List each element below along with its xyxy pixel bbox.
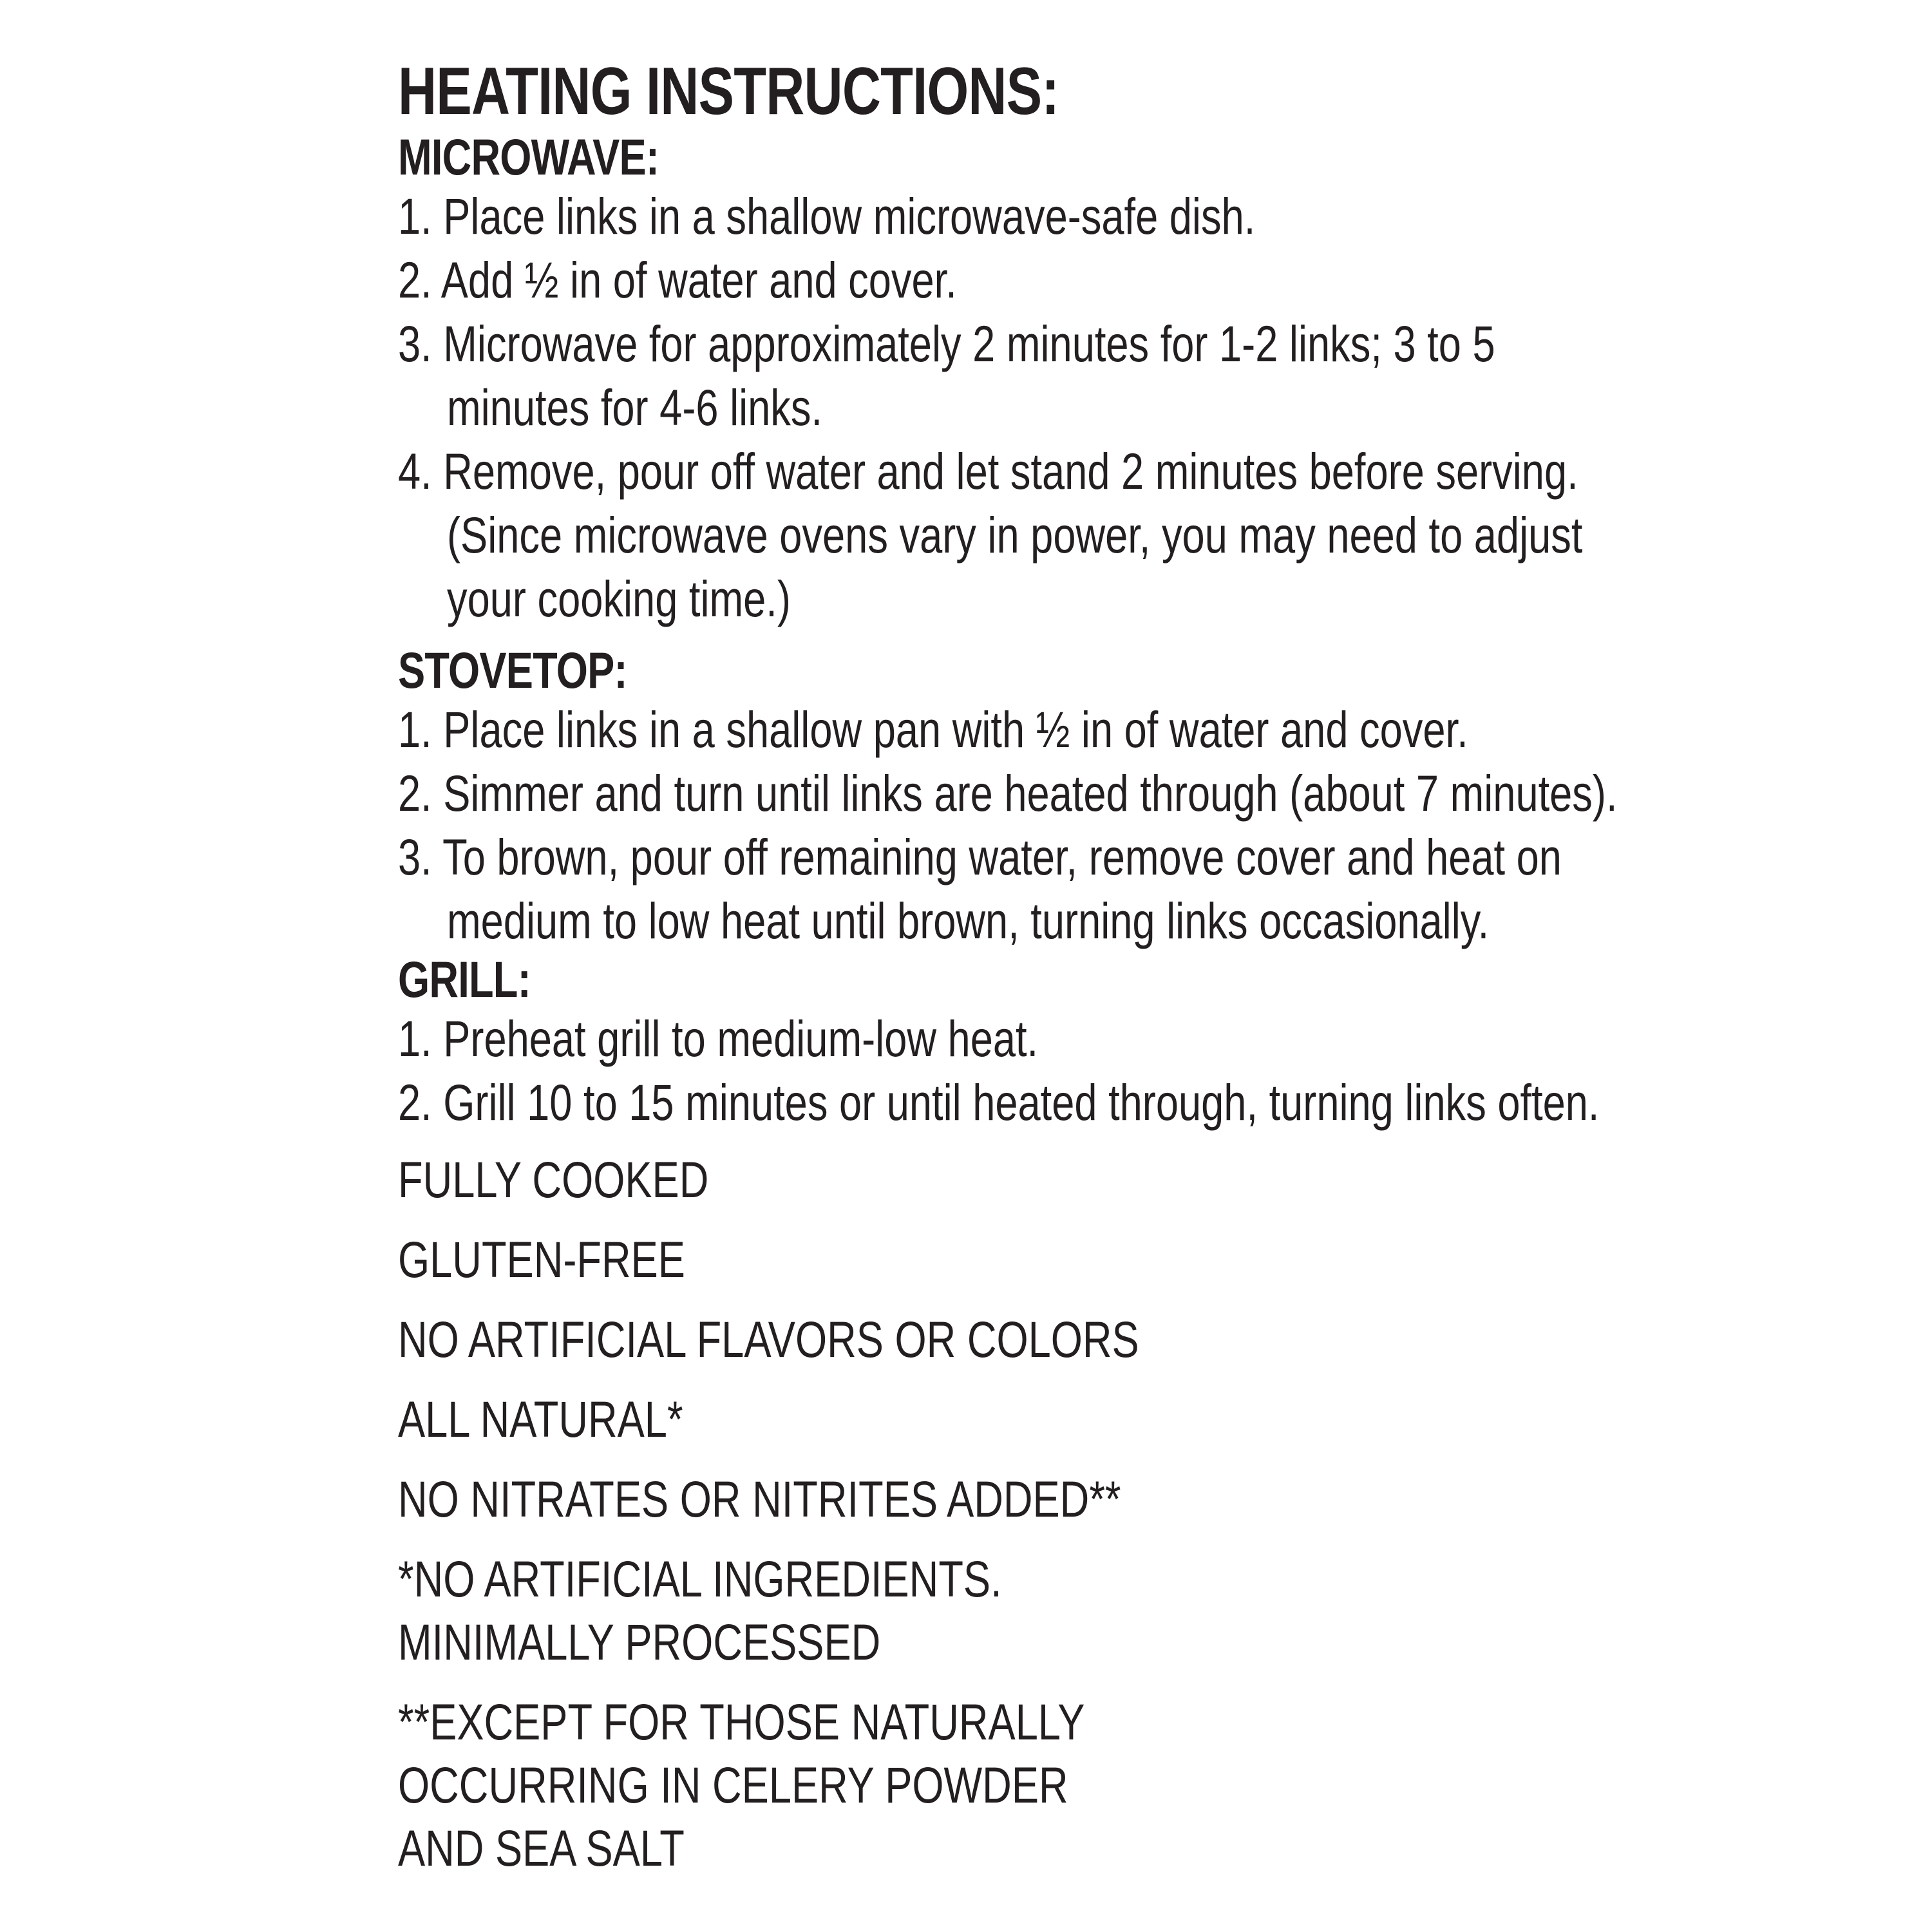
stovetop-heading: STOVETOP: [398,641,627,699]
claim-all-natural: ALL NATURAL* [398,1390,683,1448]
stovetop-section [398,643,1686,952]
heating-instructions-panel [398,54,1686,1880]
microwave-step-1: 1. Place links in a shallow microwave-safe dish. [398,187,1256,245]
stovetop-step-2: 2. Simmer and turn until links are heated through (about 7 minutes). [398,764,1618,822]
claim-fully-cooked: FULLY COOKED [398,1151,709,1208]
microwave-step-4: 4. Remove, pour off water and let stand 2 minutes before serving. (Since microwave ovens vary in power, you may need to adjust your cooking time.) [398,442,1583,627]
microwave-step-2: 2. Add ½ in of water and cover. [398,251,957,308]
page-title [398,54,1686,129]
product-claims [398,1148,1686,1880]
microwave-step-3: 3. Microwave for approximately 2 minutes for 1-2 links; 3 to 5 minutes for 4-6 links. [398,315,1495,436]
claim-no-artificial-flavors: NO ARTIFICIAL FLAVORS OR COLORS [398,1311,1139,1368]
grill-step-1: 1. Preheat grill to medium-low heat. [398,1010,1039,1067]
stovetop-step-3: 3. To brown, pour off remaining water, remove cover and heat on medium to low heat until brown, turning links occasionally. [398,828,1562,949]
grill-step-2: 2. Grill 10 to 15 minutes or until heated through, turning links often. [398,1074,1600,1131]
microwave-heading: MICROWAVE: [398,128,659,185]
footnote-nitrates: **EXCEPT FOR THOSE NATURALLY OCCURRING IN CELERY POWDER AND SEA SALT [398,1693,1085,1877]
claim-gluten-free: GLUTEN-FREE [398,1231,685,1288]
microwave-section [398,130,1686,630]
grill-heading: GRILL: [398,951,531,1008]
footnote-all-natural: *NO ARTIFICIAL INGREDIENTS. MINIMALLY PROCESSED [398,1550,1002,1671]
page-title-text: HEATING INSTRUCTIONS: [398,54,1059,129]
claim-no-nitrates: NO NITRATES OR NITRITES ADDED** [398,1470,1121,1528]
grill-section [398,952,1686,1134]
stovetop-step-1: 1. Place links in a shallow pan with ½ in of water and cover. [398,701,1468,758]
